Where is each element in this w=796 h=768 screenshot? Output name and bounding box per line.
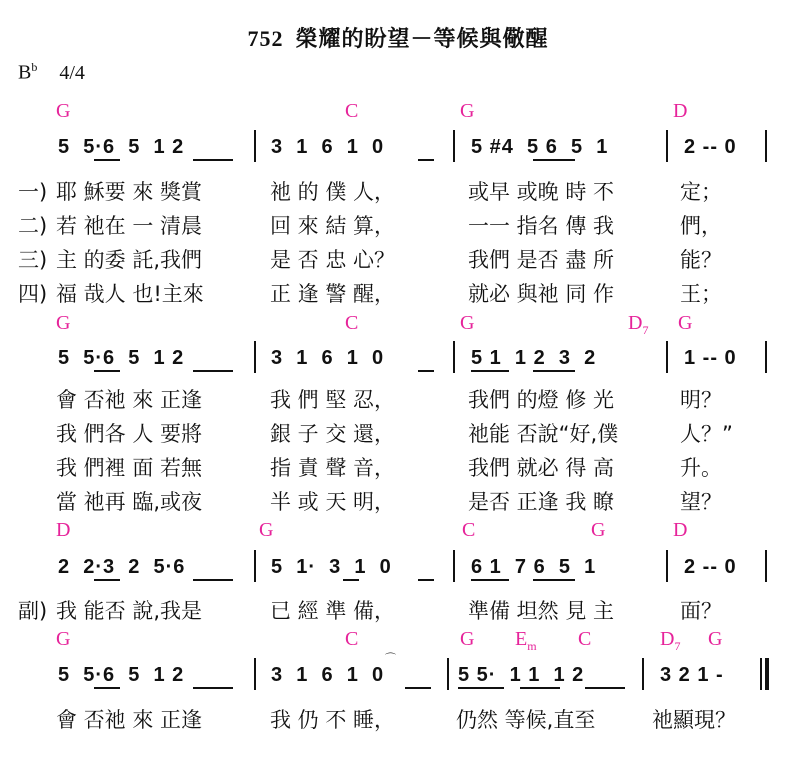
verse-label: 二) xyxy=(18,214,48,238)
measure-notes: 3 1 6 1 0 xyxy=(271,136,385,158)
beam-underline xyxy=(94,159,120,161)
chord-symbol: C xyxy=(578,628,592,650)
measure-notes: 5 #4 5 6 5 1 xyxy=(471,136,609,158)
barline xyxy=(760,658,762,690)
barline xyxy=(254,550,256,582)
chord-symbol: G xyxy=(460,628,475,650)
verse-label: 一) xyxy=(18,180,48,204)
barline xyxy=(447,658,449,690)
beam-underline xyxy=(418,579,434,581)
chord-symbol: C xyxy=(345,312,359,334)
chord-symbol: $E_m$ xyxy=(515,628,537,653)
lyric-text: 回 來 結 算， xyxy=(270,214,396,238)
barline xyxy=(254,658,256,690)
barline xyxy=(254,130,256,162)
chord-suffix: 7 xyxy=(642,323,649,337)
lyric-text: 若 祂在 一 清晨 xyxy=(56,214,203,238)
measure-notes: 5 5·6 5 1 2 xyxy=(58,347,185,369)
barline xyxy=(453,130,455,162)
measure-notes: 3 2 1 ‐ xyxy=(660,664,724,686)
lyric-text: 會 否祂 來 正逢 xyxy=(56,708,203,732)
verse-label: 四) xyxy=(18,282,48,306)
beam-underline xyxy=(94,370,120,372)
barline xyxy=(666,550,668,582)
lyric-text: 準備 坦然 見 主 xyxy=(468,599,615,623)
lyric-text: 已 經 準 備， xyxy=(270,599,396,623)
chord-suffix: m xyxy=(527,639,537,653)
measure-notes: 5 5· 1 1 1 2 xyxy=(458,664,585,686)
lyric-text: 們， xyxy=(680,214,722,238)
lyric-text: 祂 的 僕 人， xyxy=(270,180,396,204)
lyric-text: 當 祂再 臨,或夜 xyxy=(56,490,203,514)
beam-underline xyxy=(458,687,504,689)
measure-notes: 3 1 6 1 0 xyxy=(271,347,385,369)
beam-underline xyxy=(193,370,233,372)
refrain-label: 副) xyxy=(18,599,48,623)
lyric-text: 我 能否 說,我是 xyxy=(56,599,203,623)
lyric-text: 正 逢 警 醒， xyxy=(270,282,396,306)
lyric-text: 我們 的燈 修 光 xyxy=(468,388,615,412)
chord-symbol: G xyxy=(259,519,274,541)
beam-underline xyxy=(418,370,434,372)
barline xyxy=(666,130,668,162)
final-barline xyxy=(765,658,769,690)
lyric-text: 我們 是否 盡 所 xyxy=(468,248,615,272)
chord-symbol: G xyxy=(460,100,475,122)
lyric-text: 耶 穌要 來 獎賞 xyxy=(56,180,203,204)
lyric-text: 福 哉人 也!主來 xyxy=(56,282,204,306)
lyric-text: 仍然 等候,直至 xyxy=(456,708,596,732)
barline xyxy=(642,658,644,690)
verse-label: 三) xyxy=(18,248,48,272)
beam-underline xyxy=(520,687,560,689)
measure-notes: 3 1 6 1 0 xyxy=(271,664,385,686)
chord-symbol: C xyxy=(462,519,476,541)
chord-symbol: G xyxy=(708,628,723,650)
measure-notes: 6 1 7 6 5 1 xyxy=(471,556,597,578)
lyric-text: 我 們各 人 要將 xyxy=(56,422,203,446)
lyric-text: 指 責 聲 音， xyxy=(270,456,396,480)
chord-symbol: D xyxy=(673,519,688,541)
beam-underline xyxy=(405,687,431,689)
lyric-text: 祂顯現？ xyxy=(652,708,736,732)
chord-symbol: D xyxy=(673,100,688,122)
lyric-text: 半 或 天 明， xyxy=(270,490,396,514)
key-signature xyxy=(18,60,85,85)
beam-underline xyxy=(585,687,625,689)
chord-symbol: G xyxy=(56,312,71,334)
lyric-text: 面？ xyxy=(680,599,722,623)
chord-symbol: G xyxy=(591,519,606,541)
measure-notes: 5 1 1 2 3 2 xyxy=(471,347,597,369)
beam-underline xyxy=(94,687,120,689)
barline xyxy=(765,341,767,373)
beam-underline xyxy=(533,579,575,581)
lyric-text: 我 們 堅 忍， xyxy=(270,388,396,412)
beam-underline xyxy=(533,370,575,372)
measure-notes: 1 ‐‐ 0 xyxy=(684,347,737,369)
beam-underline xyxy=(193,687,233,689)
hymn-title-text: 榮耀的盼望－等候與儆醒 xyxy=(295,26,549,52)
lyric-text: 或早 或晚 時 不 xyxy=(468,180,615,204)
lyric-text: 一一 指名 傳 我 xyxy=(468,214,615,238)
measure-notes: 2 2·3 2 5·6 xyxy=(58,556,186,578)
lyric-text: 是否 正逢 我 瞭 xyxy=(468,490,615,514)
chord-symbol: G xyxy=(678,312,693,334)
lyric-text: 銀 子 交 還， xyxy=(270,422,396,446)
lyric-text: 人？” xyxy=(680,422,733,446)
barline xyxy=(453,550,455,582)
lyric-text: 王； xyxy=(680,282,722,306)
chord-symbol: C xyxy=(345,628,359,650)
lyric-text: 我 仍 不 睡， xyxy=(270,708,396,732)
beam-underline xyxy=(193,159,233,161)
fermata-icon: ⌒ xyxy=(385,652,396,665)
lyric-text: 會 否祂 來 正逢 xyxy=(56,388,203,412)
hymn-title xyxy=(0,22,796,53)
lyric-text: 明？ xyxy=(680,388,722,412)
hymn-number: 752 xyxy=(247,26,284,51)
key-note: B xyxy=(18,61,32,84)
chord-symbol: $D_7$ xyxy=(660,628,681,653)
barline xyxy=(254,341,256,373)
key-accidental: b xyxy=(31,60,38,74)
lyric-text: 我 們裡 面 若無 xyxy=(56,456,203,480)
barline xyxy=(453,341,455,373)
beam-underline xyxy=(343,579,359,581)
measure-notes: 5 5·6 5 1 2 xyxy=(58,664,185,686)
chord-suffix: 7 xyxy=(674,639,681,653)
lyric-text: 我們 就必 得 高 xyxy=(468,456,615,480)
measure-notes: 5 5·6 5 1 2 xyxy=(58,136,185,158)
measure-notes: 2 ‐‐ 0 xyxy=(684,556,737,578)
beam-underline xyxy=(471,579,509,581)
beam-underline xyxy=(471,370,509,372)
measure-notes: 5 1· 3 1 0 xyxy=(271,556,392,578)
chord-symbol: G xyxy=(460,312,475,334)
lyric-text: 祂能 否說“好,僕 xyxy=(468,422,619,446)
beam-underline xyxy=(94,579,120,581)
chord-symbol: C xyxy=(345,100,359,122)
chord-symbol: G xyxy=(56,628,71,650)
barline xyxy=(765,130,767,162)
lyric-text: 就必 與祂 同 作 xyxy=(468,282,615,306)
barline xyxy=(666,341,668,373)
time-signature: 4/4 xyxy=(59,61,85,84)
measure-notes: 2 ‐‐ 0 xyxy=(684,136,737,158)
lyric-text: 是 否 忠 心？ xyxy=(270,248,396,272)
barline xyxy=(765,550,767,582)
chord-symbol: $D_7$ xyxy=(628,312,649,337)
lyric-text: 定； xyxy=(680,180,722,204)
lyric-text: 望？ xyxy=(680,490,722,514)
beam-underline xyxy=(193,579,233,581)
lyric-text: 升。 xyxy=(680,456,722,480)
chord-symbol: D xyxy=(56,519,71,541)
lyric-text: 主 的委 託,我們 xyxy=(56,248,203,272)
beam-underline xyxy=(533,159,575,161)
beam-underline xyxy=(418,159,434,161)
chord-symbol: G xyxy=(56,100,71,122)
lyric-text: 能？ xyxy=(680,248,722,272)
